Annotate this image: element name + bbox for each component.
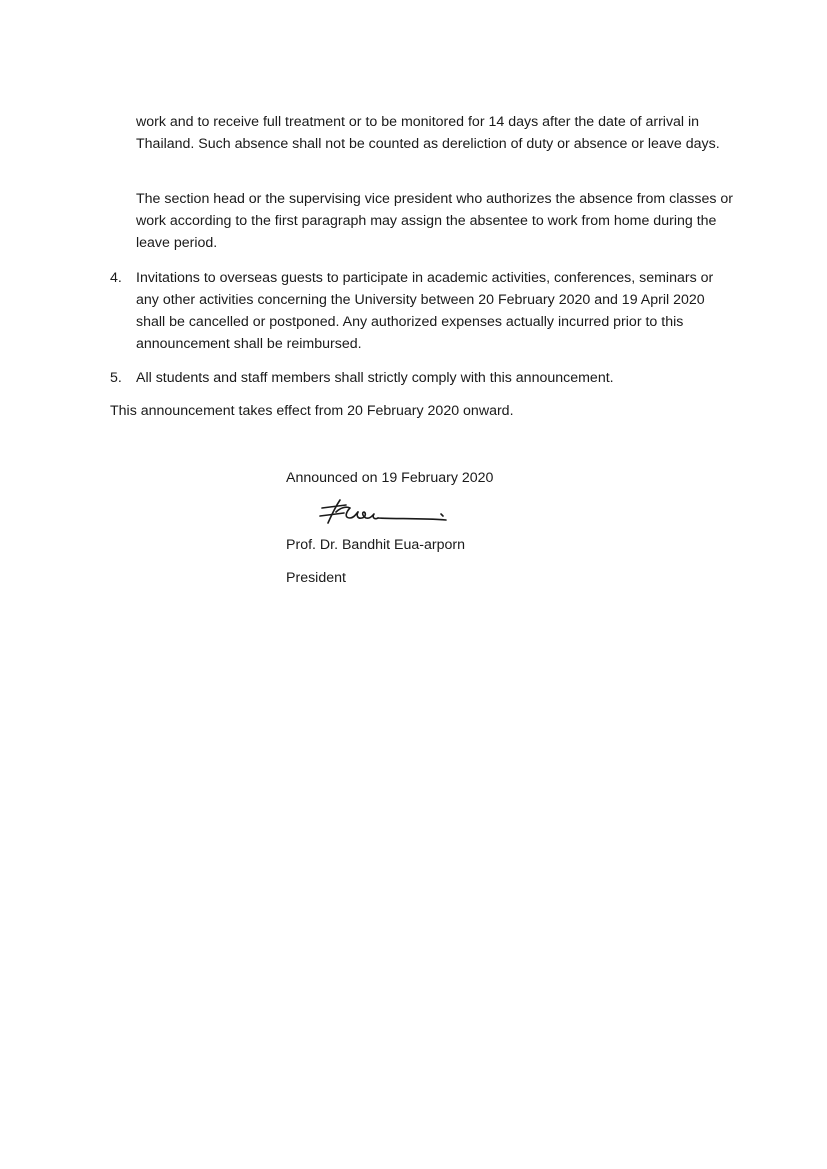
list-item-text: Invitations to overseas guests to participate in academic activities, conferences, seminars or any other activities concerning the University between 20 February 2020 and 19 April 2020 shall be cancelled or postponed. Any authorized expenses actually incurred prior to this announcement shall be reimbursed. [136, 270, 714, 352]
list-item-number: 5. [110, 370, 122, 386]
list-item-text: All students and staff members shall strictly comply with this announcement. [136, 370, 614, 386]
signatory-title: President [286, 570, 346, 586]
effective-date-statement: This announcement takes effect from 20 February 2020 onward. [110, 403, 514, 419]
paragraph-section-head: The section head or the supervising vice president who authorizes the absence from classes or work according to the first paragraph may assign the absentee to work from home during the leave period. [136, 191, 733, 251]
announced-date: Announced on 19 February 2020 [286, 470, 494, 486]
signature-image [316, 496, 450, 528]
signatory-name: Prof. Dr. Bandhit Eua-arporn [286, 537, 466, 553]
list-item-number: 4. [110, 270, 122, 286]
paragraph-continuation: work and to receive full treatment or to be monitored for 14 days after the date of arrival in Thailand. Such absence shall not be counted as dereliction of duty or absence or leave days. [136, 114, 720, 152]
